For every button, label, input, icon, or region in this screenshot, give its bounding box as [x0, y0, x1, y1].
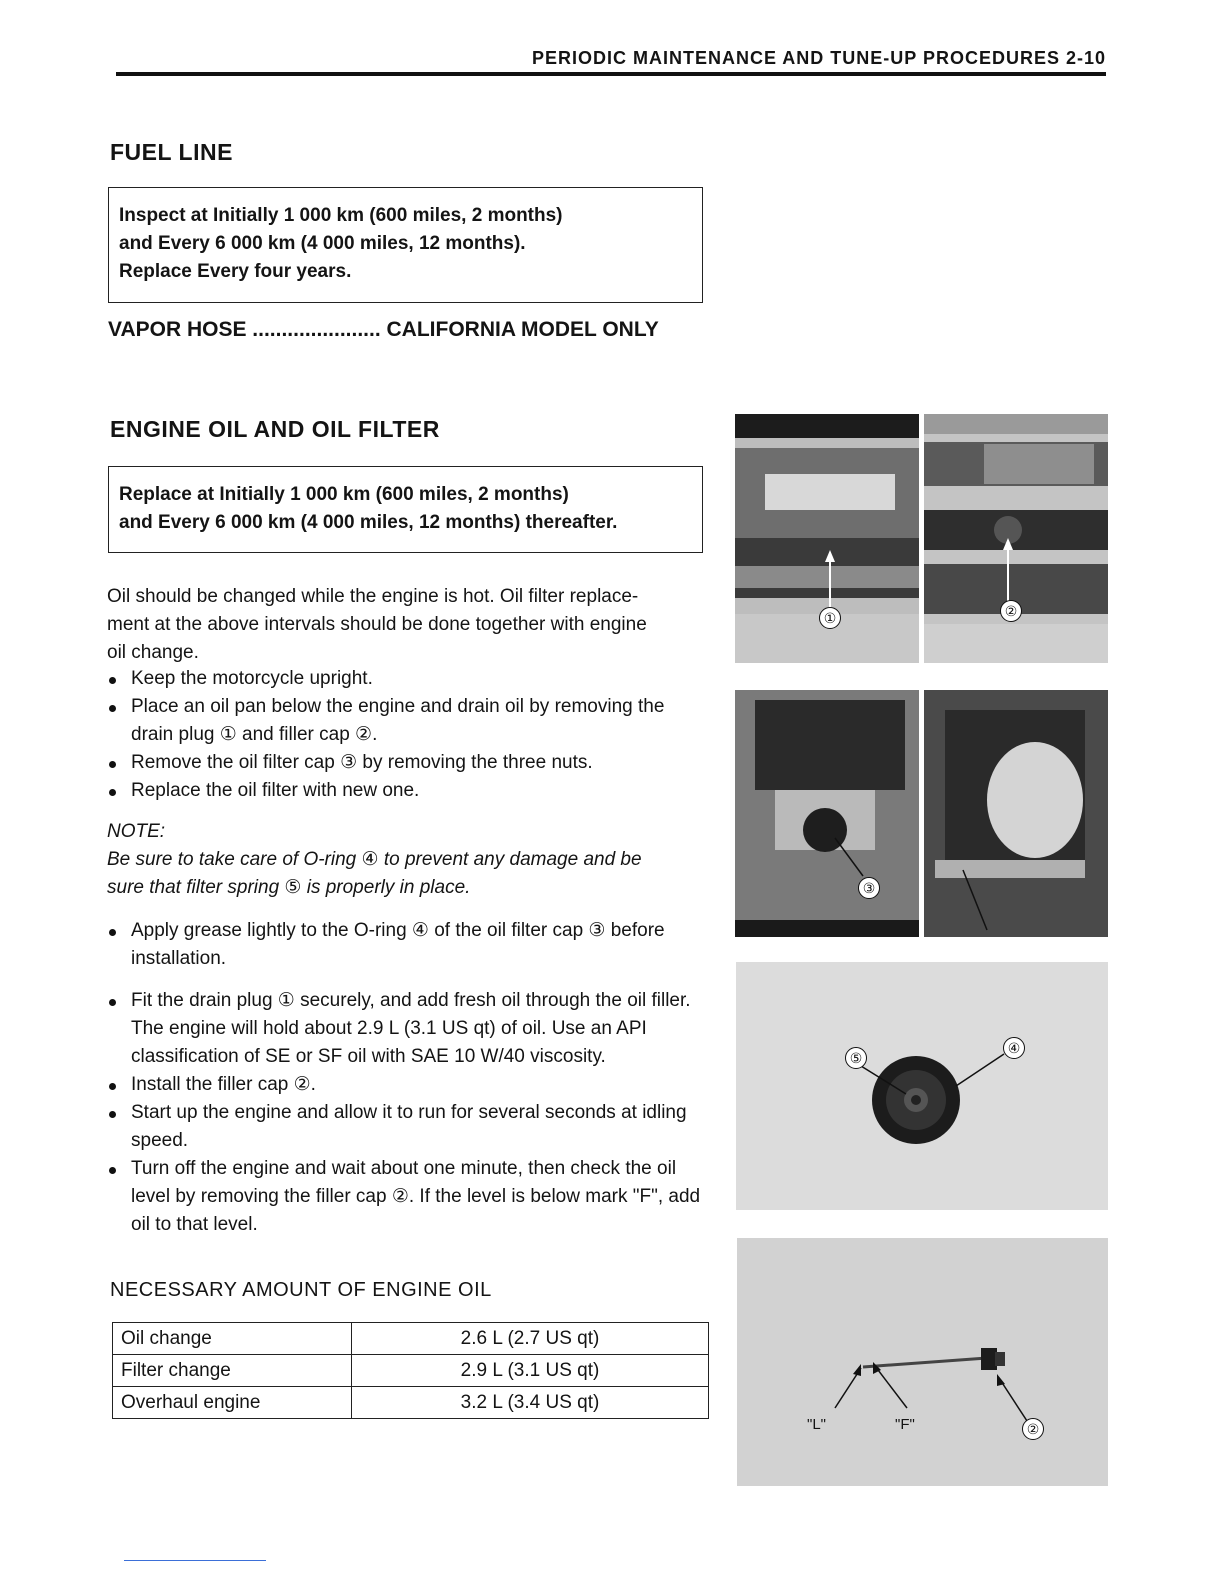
- drain-plug-photo: [735, 414, 919, 663]
- fuel-line-box-line-2: and Every 6 000 km (4 000 miles, 12 months).: [119, 233, 526, 254]
- oil-filter-cap-photo-art: [735, 690, 1108, 937]
- fuel-line-box-line-3: Replace Every four years.: [119, 261, 352, 282]
- fuel-line-interval-box: [108, 187, 703, 303]
- engine-oil-interval-box: [108, 466, 703, 553]
- table-row: [113, 1387, 709, 1419]
- table-cell-label: Overhaul engine: [113, 1387, 352, 1419]
- table-cell-value: 3.2 L (3.4 US qt): [352, 1387, 709, 1419]
- fuel-line-box-line-1: Inspect at Initially 1 000 km (600 miles, 2 months): [119, 205, 563, 226]
- table-cell-value: 2.9 L (3.1 US qt): [352, 1355, 709, 1387]
- o-ring-spring-photo: [736, 962, 1108, 1210]
- engine-oil-box-line-2: and Every 6 000 km (4 000 miles, 12 months) thereafter.: [119, 512, 618, 533]
- oil-amount-table: [112, 1322, 709, 1419]
- list-item: Keep the motorcycle upright.: [107, 665, 707, 693]
- list-item: Install the filler cap ②.: [107, 1071, 707, 1099]
- intro-line-2: ment at the above intervals should be done together with engine: [107, 614, 647, 635]
- intro-line-1: Oil should be changed while the engine is hot. Oil filter replace-: [107, 586, 639, 607]
- table-row: [113, 1355, 709, 1387]
- fuel-line-heading: FUEL LINE: [110, 139, 233, 165]
- intro-line-3: oil change.: [107, 642, 199, 663]
- note-label: NOTE:: [107, 821, 166, 842]
- list-item: Start up the engine and allow it to run for several seconds at idling speed.: [107, 1099, 707, 1155]
- vapor-hose-line: VAPOR HOSE ...................... CALIFORNIA MODEL ONLY: [108, 318, 659, 341]
- list-item: Remove the oil filter cap ③ by removing the three nuts.: [107, 749, 707, 777]
- filler-cap-photo-art: [924, 414, 1108, 663]
- engine-oil-box-line-1: Replace at Initially 1 000 km (600 miles, 2 months): [119, 484, 569, 505]
- list-item: Place an oil pan below the engine and drain oil by removing the drain plug ① and filler cap ②.: [107, 693, 707, 749]
- note-line-2: sure that filter spring ⑤ is properly in place.: [107, 877, 471, 898]
- dipstick-photo: [737, 1238, 1108, 1486]
- callout-2-dipstick: ②: [1022, 1418, 1044, 1440]
- table-cell-value: 2.6 L (2.7 US qt): [352, 1323, 709, 1355]
- table-cell-label: Filter change: [113, 1355, 352, 1387]
- filler-cap-photo: [924, 414, 1108, 663]
- footer-rule: [124, 1560, 266, 1561]
- callout-4: ④: [1003, 1037, 1025, 1059]
- callout-2: ②: [1000, 600, 1022, 622]
- table-row: [113, 1323, 709, 1355]
- mark-f-label: "F": [895, 1416, 915, 1433]
- list-item: Replace the oil filter with new one.: [107, 777, 707, 805]
- note-block: [107, 818, 707, 902]
- note-line-1: Be sure to take care of O-ring ④ to prevent any damage and be: [107, 849, 642, 870]
- list-item: Fit the drain plug ① securely, and add fresh oil through the oil filler. The engine will hold about 2.9 L (3.1 US qt) of oil. Use an API classification of SE or SF oil with SAE 10 W/40 viscosity.: [107, 987, 707, 1071]
- callout-5: ⑤: [845, 1047, 867, 1069]
- steps-list-c: [107, 987, 707, 1239]
- engine-oil-intro: [107, 583, 707, 667]
- engine-oil-heading: ENGINE OIL AND OIL FILTER: [110, 416, 440, 442]
- oil-filter-cap-photo: [735, 690, 1108, 937]
- steps-list-a: [107, 665, 707, 805]
- table-cell-label: Oil change: [113, 1323, 352, 1355]
- list-item: Apply grease lightly to the O-ring ④ of the oil filter cap ③ before installation.: [107, 917, 707, 973]
- oil-amount-heading: NECESSARY AMOUNT OF ENGINE OIL: [110, 1279, 492, 1301]
- page-header-title: PERIODIC MAINTENANCE AND TUNE-UP PROCEDURES 2-10: [531, 48, 1106, 68]
- callout-3: ③: [858, 877, 880, 899]
- list-item: Turn off the engine and wait about one minute, then check the oil level by removing the filler cap ②. If the level is below mark "F", add oil to that level.: [107, 1155, 707, 1239]
- steps-list-b: [107, 917, 707, 973]
- o-ring-spring-photo-art: [736, 962, 1108, 1210]
- callout-1: ①: [819, 607, 841, 629]
- mark-l-label: "L": [807, 1416, 826, 1433]
- header-rule: [116, 72, 1106, 76]
- dipstick-photo-art: [737, 1238, 1108, 1486]
